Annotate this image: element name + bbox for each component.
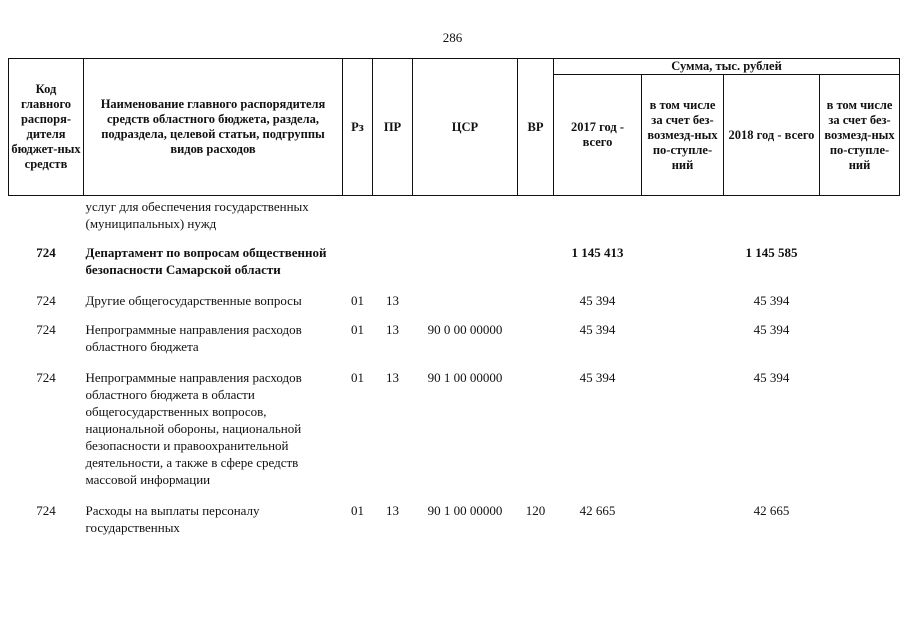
row-2017-total: 45 394 [579, 293, 616, 308]
row-2018-total: 42 665 [753, 503, 790, 518]
table-body [9, 196, 900, 537]
header-2018-total: 2018 год - всего [724, 75, 820, 196]
row-vr [518, 278, 554, 309]
row-csr: 90 1 00 00000 [427, 370, 503, 385]
row-name: Непрограммные направления расходов областного бюджета в области общегосударственных вопросов, национальной обороны, национальной безопасности и правоохранительной деятельности, а также в сфере средств массовой информации [85, 370, 302, 487]
header-2017-free: в том числе за счет без-возмезд-ных по-ступле-ний [642, 75, 724, 196]
row-2017-total: 42 665 [579, 503, 616, 518]
table-row [9, 355, 900, 488]
row-2018-total: 1 145 585 [745, 245, 798, 260]
table-header [9, 59, 900, 196]
row-2017-free [642, 355, 724, 488]
row-rz [343, 196, 373, 233]
header-2018-free: в том числе за счет без-возмезд-ных по-ступле-ний [820, 75, 900, 196]
row-2018-total: 45 394 [753, 293, 790, 308]
row-rz: 01 [351, 503, 364, 518]
row-csr [413, 196, 518, 233]
header-pr: ПР [373, 59, 413, 196]
row-vr [518, 309, 554, 355]
row-2018-total: 45 394 [753, 322, 790, 337]
header-rz: Рз [343, 59, 373, 196]
row-2017-total: 45 394 [579, 370, 616, 385]
row-pr [373, 232, 413, 278]
header-code: Код главного распоря-дителя бюджет-ных средств [9, 59, 84, 196]
row-csr [413, 278, 518, 309]
row-pr: 13 [386, 322, 399, 337]
row-2018-free [820, 355, 900, 488]
row-pr [373, 196, 413, 233]
row-vr [518, 196, 554, 233]
budget-table [8, 58, 900, 536]
row-csr: 90 1 00 00000 [427, 503, 503, 518]
row-2017-total [554, 196, 642, 233]
row-2018-free [820, 232, 900, 278]
row-vr: 120 [525, 503, 546, 518]
row-2017-free [642, 488, 724, 536]
row-code: 724 [36, 293, 56, 308]
row-name: Непрограммные направления расходов областного бюджета [85, 322, 302, 354]
row-2017-free [642, 196, 724, 233]
page-number: 286 [442, 30, 463, 45]
row-2017-total: 1 145 413 [571, 245, 624, 260]
row-name: Департамент по вопросам общественной безопасности Самарской области [85, 245, 327, 277]
row-code: 724 [36, 322, 56, 337]
row-code [9, 196, 84, 233]
row-code: 724 [36, 370, 56, 385]
row-name: услуг для обеспечения государственных (муниципальных) нужд [85, 199, 309, 231]
row-code: 724 [36, 245, 56, 260]
row-2017-free [642, 232, 724, 278]
row-vr [518, 355, 554, 488]
row-2018-total [724, 196, 820, 233]
header-2017-total: 2017 год - всего [554, 75, 642, 196]
row-vr [518, 232, 554, 278]
header-csr: ЦСР [413, 59, 518, 196]
table-row [9, 196, 900, 233]
table-row [9, 488, 900, 536]
row-pr: 13 [386, 293, 399, 308]
row-2017-total: 45 394 [579, 322, 616, 337]
row-2018-total: 45 394 [753, 370, 790, 385]
row-rz: 01 [351, 322, 364, 337]
row-rz: 01 [351, 293, 364, 308]
table-row [9, 232, 900, 278]
row-2018-free [820, 309, 900, 355]
row-name: Расходы на выплаты персоналу государственных [85, 503, 260, 535]
row-csr [413, 232, 518, 278]
table-row [9, 278, 900, 309]
row-2018-free [820, 278, 900, 309]
header-name: Наименование главного распорядителя средств областного бюджета, раздела, подраздела, целевой статьи, подгруппы видов расходов [84, 59, 343, 196]
row-2017-free [642, 278, 724, 309]
row-code: 724 [36, 503, 56, 518]
row-2018-free [820, 488, 900, 536]
header-vr: ВР [518, 59, 554, 196]
row-pr: 13 [386, 370, 399, 385]
table-row [9, 309, 900, 355]
row-2017-free [642, 309, 724, 355]
row-pr: 13 [386, 503, 399, 518]
row-csr: 90 0 00 00000 [427, 322, 503, 337]
row-2018-free [820, 196, 900, 233]
row-rz [343, 232, 373, 278]
header-sum: Сумма, тыс. рублей [554, 59, 900, 75]
row-name: Другие общегосударственные вопросы [85, 293, 302, 308]
row-rz: 01 [351, 370, 364, 385]
